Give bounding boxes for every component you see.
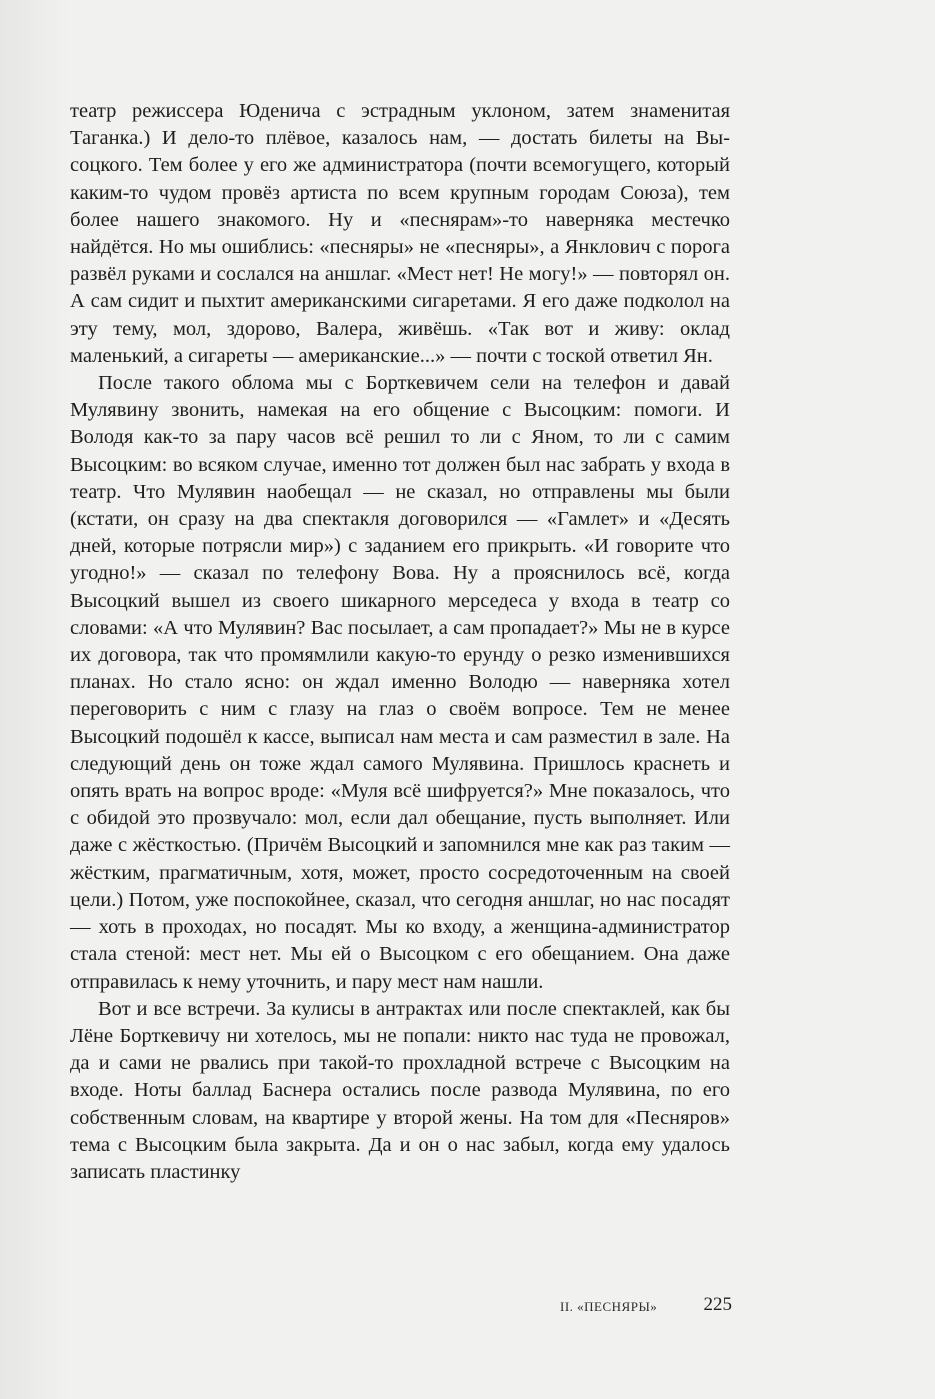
paragraph-1: театр режиссера Юденича с эстрадным уклоном, затем знаменитая Таганка.) И дело-то плёвое, казалось нам, — достать билеты на Высоцкого. Тем более у его же администратора (почти всемогущего, который каким-то чудом провёз артиста по всем крупным городам Союза), тем более нашего знакомого. Ну и «песнярам»-то наверняка местечко найдётся. Но мы ошиблись: «песняры» не «песняры», а Янклович с порога развёл руками и сослался на аншлаг. «Мест нет! Не могу!» — повторял он. А сам сидит и пыхтит американскими сигаретами. Я его даже подколол на эту тему, мол, здорово, Валера, живёшь. «Так вот и живу: оклад маленький, а сигареты — американские...» — почти с тоской ответил Ян. <box>70 100 730 367</box>
running-footer <box>560 1294 730 1318</box>
page-gutter-shadow <box>0 0 70 1399</box>
paragraph-3: Вот и все встречи. За кулисы в антрактах или после спектаклей, как бы Лёне Борткевичу ни хотелось, мы не попали: никто нас туда не провожал, да и сами не рвались при такой-то прохладной встрече с Высоцким на входе. Ноты баллад Баснера остались после развода Мулявина, по его собственным словам, на квартире у второй жены. На том для «Песняров» тема с Высоцким была закрыта. Да и он о нас забыл, когда ему удалось записать пластинку <box>70 997 730 1183</box>
page-body-text <box>70 98 730 1186</box>
paragraph-2: После такого облома мы с Борткевичем сели на телефон и давай Мулявину звонить, намекая на его общение с Высоцким: помоги. И Володя как-то за пару часов всё решил то ли с Яном, то ли с самим Высоцким: во всяком случае, именно тот должен был нас забрать у входа в театр. Что Мулявин наобещал — не сказал, но отправлены мы были (кстати, он сразу на два спектакля договорился — «Гамлет» и «Десять дней, которые потрясли мир») с заданием его прикрыть. «И говорите что угодно!» — сказал по телефону Вова. Ну а прояснилось всё, когда Высоцкий вышел из своего шикарного мерседеса у входа в театр со словами: «А что Мулявин? Вас посылает, а сам пропадает?» Мы не в курсе их договора, так что промямлили какую-то ерунду о резко изменившихся планах. Но стало ясно: он ждал именно Володю — наверняка хотел переговорить с ним с глазу на глаз о своём вопросе. Тем не менее Высоцкий подошёл к кассе, выписал нам места и сам разместил в зале. На следующий день он тоже ждал самого Мулявина. Пришлось краснеть и опять врать на вопрос вроде: «Муля всё шифруется?» Мне показалось, что с обидой это прозвучало: мол, если дал обещание, пусть выполняет. Или даже с жёсткостью. (Причём Высоцкий и запомнился мне как раз таким — жёстким, прагматичным, хотя, может, просто сосредоточенным на своей цели.) Потом, уже поспокойнее, сказал, что сегодня аншлаг, но нас посадят — хоть в проходах, но посадят. Мы ко входу, а женщина-администратор стала стеной: мест нет. Мы ей о Высоцком с его обещанием. Она даже отправилась к нему уточнить, и пару мест нам нашли. <box>70 372 730 993</box>
page-number: 225 <box>703 1294 732 1315</box>
section-title: II. «ПЕСНЯРЫ» <box>560 1299 658 1314</box>
